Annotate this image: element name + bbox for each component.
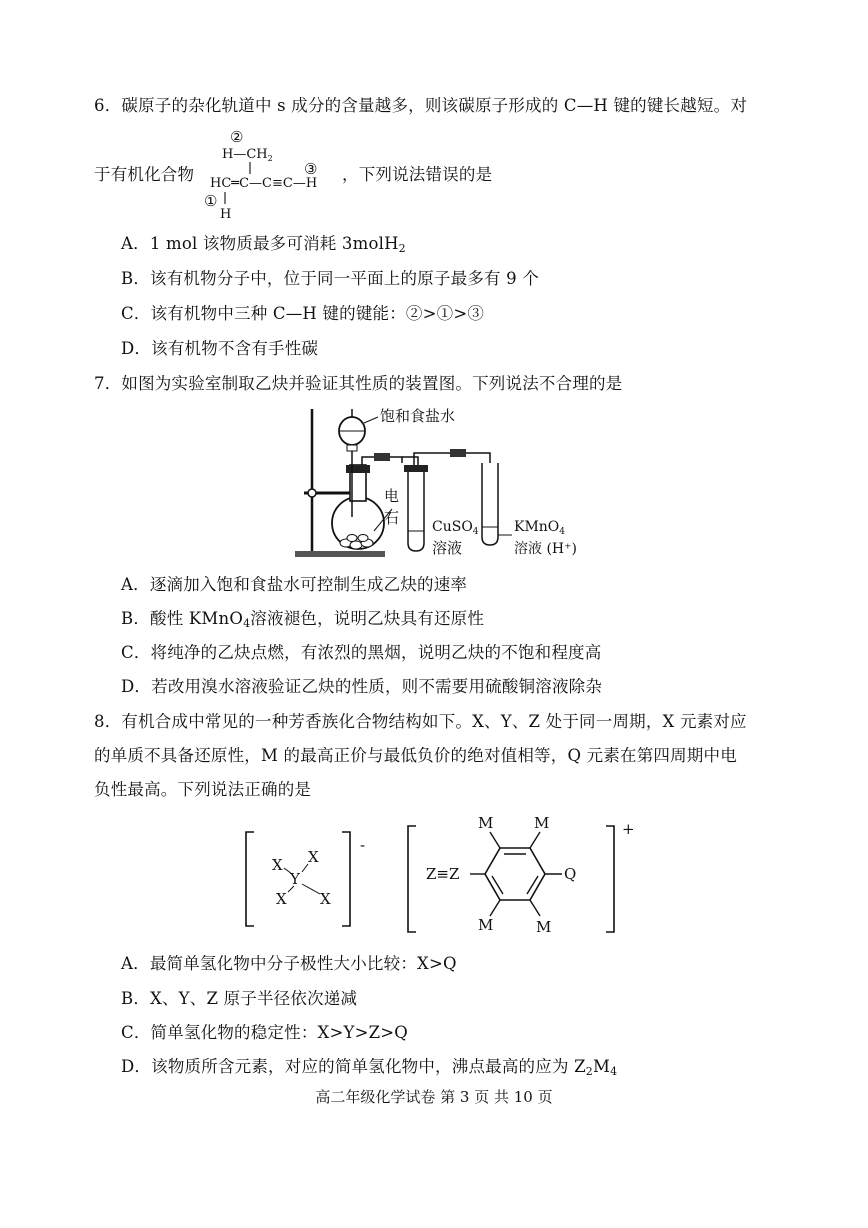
anion-bracket-right <box>342 832 350 926</box>
structure-top-group: $H—CH_2$ <box>222 147 273 163</box>
q7-option-a: A．逐滴加入饱和食盐水可控制生成乙炔的速率 <box>121 575 468 594</box>
benzene-ring <box>485 848 545 900</box>
svg-text:X: X <box>276 890 287 908</box>
q7-apparatus-figure <box>290 405 590 565</box>
q6-structure-formula <box>200 126 350 222</box>
q6-option-a: A．1 mol 该物质最多可消耗 3molH$_2$ <box>121 234 406 255</box>
kmno4-label: KMnO$_4$ <box>514 519 566 537</box>
q7-stem: 7．如图为实验室制取乙炔并验证其性质的装置图。下列说法不合理的是 <box>94 374 623 393</box>
q8-option-c: C．简单氢化物的稳定性：X>Y>Z>Q <box>121 1023 409 1042</box>
q6-option-d: D．该有机物不含有手性碳 <box>121 339 319 358</box>
anion-charge: - <box>360 836 366 854</box>
mark-2: ② <box>230 128 244 146</box>
q7-option-c: C．将纯净的乙炔点燃，有浓烈的黑烟，说明乙炔的不饱和程度高 <box>121 643 602 662</box>
stone-label-1: 电 <box>384 487 400 505</box>
q7-option-d: D．若改用溴水溶液验证乙炔的性质，则不需要用硫酸铜溶液除杂 <box>121 677 603 696</box>
q7-option-b: B．酸性 KMnO$_4$溶液褪色，说明乙炔具有还原性 <box>121 609 485 630</box>
structure-main-chain: HC═C—C≡C—H <box>210 176 318 191</box>
cation-bracket-right <box>606 826 614 932</box>
cation-charge: + <box>622 820 635 838</box>
q6-option-c: C．该有机物中三种 C—H 键的键能：②>①>③ <box>121 304 485 323</box>
m-bottom-left: M <box>478 916 494 934</box>
q6-option-b: B．该有机物分子中，位于同一平面上的原子最多有 9 个 <box>121 269 540 288</box>
svg-text:X: X <box>272 856 283 874</box>
page-footer: 高二年级化学试卷 第 3 页 共 10 页 <box>315 1088 553 1106</box>
cation-bracket-left <box>408 826 416 932</box>
q-group: Q <box>564 865 577 883</box>
q8-option-d: D．该物质所含元素，对应的简单氢化物中，沸点最高的应为 $Z_2M_4$ <box>121 1057 618 1078</box>
anion-bracket-left <box>246 832 254 926</box>
mark-1: ① <box>204 192 218 210</box>
z-triple-z: Z≡Z <box>426 865 460 883</box>
q6-stem-suffix: ，下列说法错误的是 <box>342 165 493 184</box>
q8-structure-figure <box>238 812 648 940</box>
q8-stem-line2: 的单质不具备还原性，M 的最高正价与最低负价的绝对值相等，Q 元素在第四周期中电 <box>94 746 737 765</box>
svg-text:X: X <box>320 890 331 908</box>
anion-y: Y <box>290 870 300 888</box>
structure-bottom-h: H <box>220 207 232 222</box>
q6-stem-prefix: 于有机化合物 <box>94 165 195 184</box>
q8-option-b: B．X、Y、Z 原子半径依次递减 <box>121 989 358 1008</box>
kmno4-solution-label: 溶液 (H⁺) <box>514 541 577 557</box>
stone-label-2: 石 <box>384 509 400 527</box>
test-tube-cuso4 <box>408 469 424 551</box>
cuso4-label: CuSO$_4$ <box>432 519 479 537</box>
q8-stem-line3: 负性最高。下列说法正确的是 <box>94 780 312 799</box>
funnel-label: 饱和食盐水 <box>380 407 456 425</box>
stand-base <box>295 551 385 557</box>
q8-stem-line1: 8．有机合成中常见的一种芳香族化合物结构如下。X、Y、Z 处于同一周期，X 元素对应 <box>94 712 747 731</box>
q8-option-a: A．最简单氢化物中分子极性大小比较：X>Q <box>121 954 457 973</box>
svg-text:X: X <box>308 848 319 866</box>
q6-stem-line1: 6．碳原子的杂化轨道中 s 成分的含量越多，则该碳原子形成的 C—H 键的键长越短。对 <box>94 96 748 115</box>
test-tube-kmno4 <box>482 463 498 545</box>
cuso4-solution-label: 溶液 <box>432 539 463 557</box>
m-top-left: M <box>478 814 494 832</box>
mark-3: ③ <box>304 160 318 178</box>
m-bottom-right: M <box>536 918 552 936</box>
m-top-right: M <box>534 814 550 832</box>
